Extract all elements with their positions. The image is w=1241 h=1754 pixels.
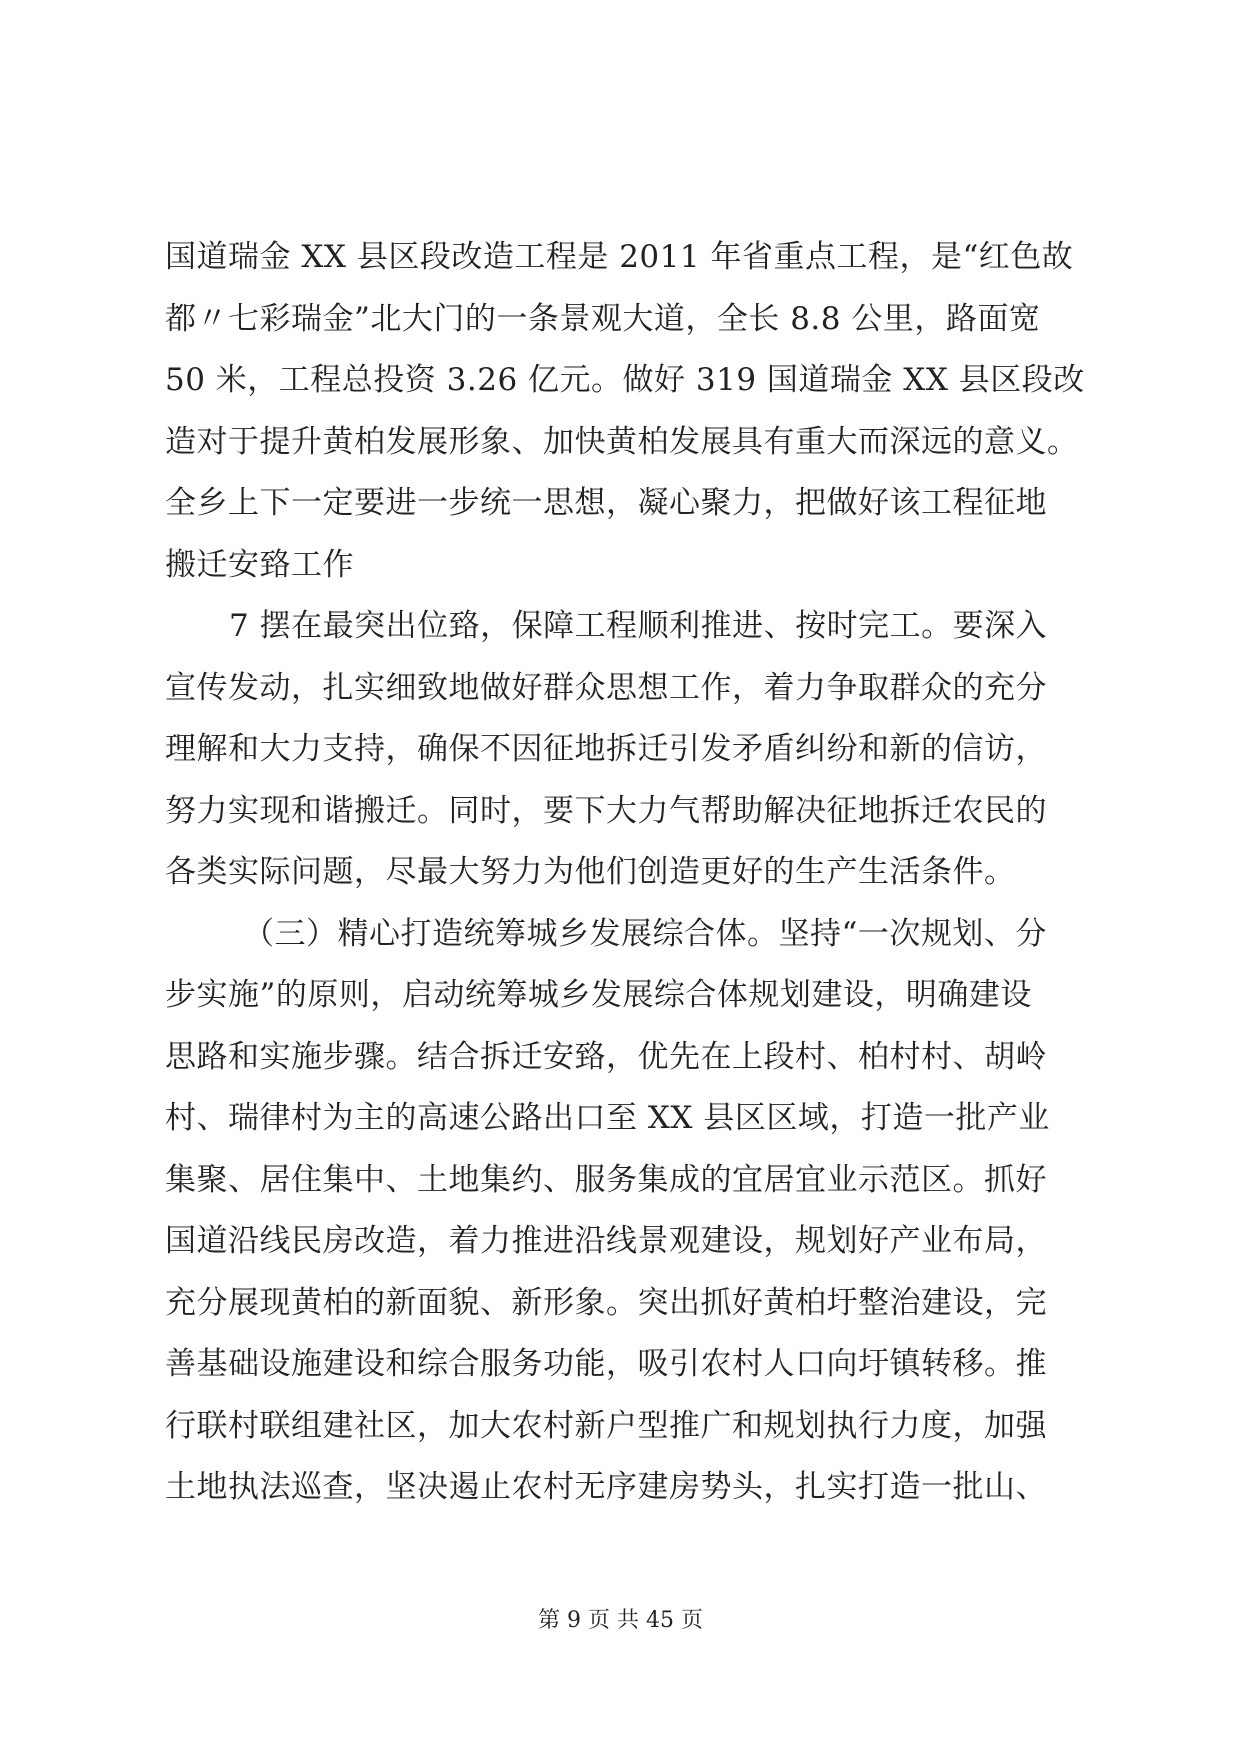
text-line: 善基础设施建设和综合服务功能，吸引农村人口向圩镇转移。推: [165, 1346, 1047, 1382]
text-line: 集聚、居住集中、土地集约、服务集成的宜居宜业示范区。抓好: [165, 1161, 1047, 1198]
section-heading-line: （三）精心打造统筹城乡发展综合体。坚持“一次规划、分: [243, 915, 1047, 952]
text-line: 充分展现黄柏的新面貌、新形象。突出抓好黄柏圩整治建设，完: [165, 1284, 1047, 1321]
text-line: 50 米，工程总投资 3.26 亿元。做好 319 国道瑞金 XX 县区段改: [165, 362, 1085, 398]
text-line: 各类实际问题，尽最大努力为他们创造更好的生产生活条件。: [165, 854, 1016, 890]
page-number-footer: 第 9 页 共 45 页: [538, 1608, 703, 1633]
text-line: 造对于提升黄柏发展形象、加快黄柏发展具有重大而深远的意义。: [165, 423, 1079, 460]
text-line: 思路和实施步骤。结合拆迁安臵，优先在上段村、柏村村、胡岭: [165, 1038, 1047, 1075]
text-line: 行联村联组建社区，加大农村新户型推广和规划执行力度，加强: [165, 1407, 1047, 1444]
text-line: 国道沿线民房改造，着力推进沿线景观建设，规划好产业布局，: [165, 1223, 1047, 1259]
text-line: 宣传发动，扎实细致地做好群众思想工作，着力争取群众的充分: [165, 669, 1047, 706]
text-line: 土地执法巡查，坚决遏止农村无序建房势头，扎实打造一批山、: [165, 1469, 1047, 1505]
text-line: 努力实现和谐搬迁。同时，要下大力气帮助解决征地拆迁农民的: [165, 792, 1047, 829]
text-line: 7 摆在最突出位臵，保障工程顺利推进、按时完工。要深入: [229, 608, 1048, 644]
text-line: 步实施”的原则，启动统筹城乡发展综合体规划建设，明确建设: [165, 977, 1032, 1013]
text-line: 搬迁安臵工作: [165, 546, 354, 583]
text-line: 国道瑞金 XX 县区段改造工程是 2011 年省重点工程，是“红色故: [165, 239, 1074, 275]
body-text: [165, 227, 1095, 1519]
text-line: 村、瑞律村为主的高速公路出口至 XX 县区区域，打造一批产业: [165, 1100, 1050, 1136]
text-line: 理解和大力支持，确保不因征地拆迁引发矛盾纠纷和新的信访，: [165, 731, 1047, 767]
text-line: 都〃七彩瑞金”北大门的一条景观大道，全长 8.8 公里，路面宽: [165, 300, 1041, 337]
text-line: 全乡上下一定要进一步统一思想，凝心聚力，把做好该工程征地: [165, 485, 1047, 521]
